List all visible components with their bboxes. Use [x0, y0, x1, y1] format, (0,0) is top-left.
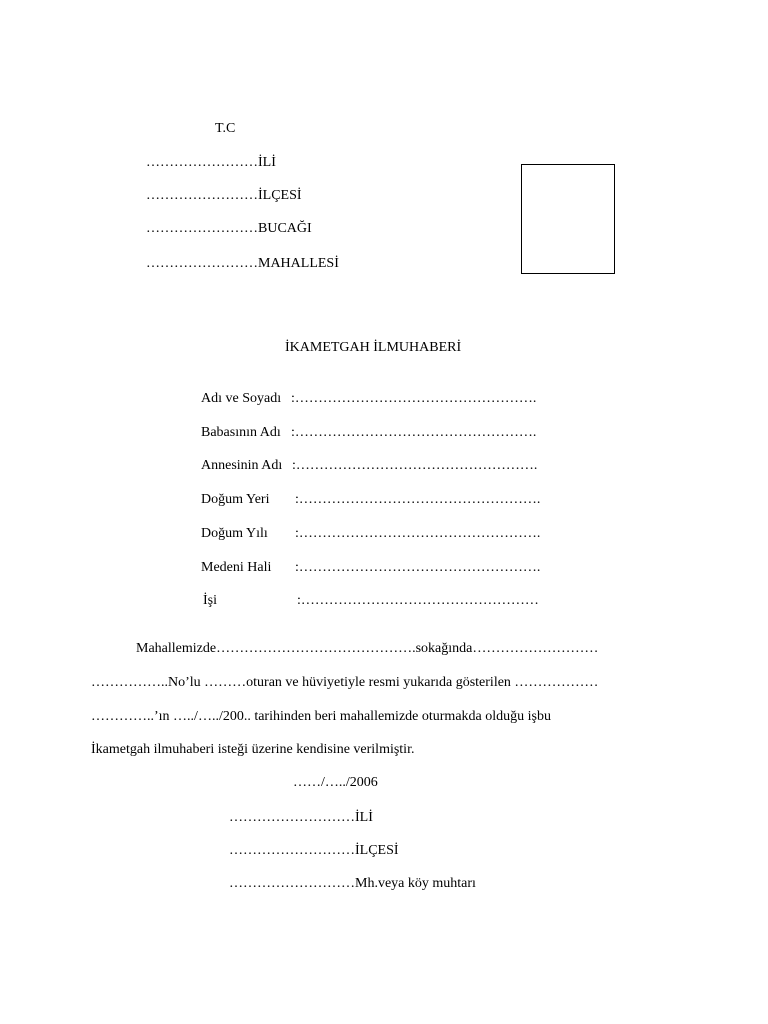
- body-line-4: İkametgah ilmuhaberi isteği üzerine kendisine verilmiştir.: [91, 742, 415, 757]
- field-label: Doğum Yılı: [201, 526, 268, 541]
- signature-il-line: ………………………İLİ: [229, 810, 373, 825]
- field-label: Annesinin Adı: [201, 458, 283, 473]
- field-label: İşi: [203, 593, 217, 608]
- photo-box: [521, 164, 615, 274]
- field-label: Medeni Hali: [201, 560, 272, 575]
- tc-label: T.C: [215, 121, 236, 136]
- field-value: :…………………………………………….: [295, 526, 541, 541]
- field-value: :…………………………………………….: [292, 458, 538, 473]
- ilce-line: ……………………İLÇESİ: [146, 188, 302, 203]
- date-line: ……/…../2006: [293, 775, 378, 790]
- mahalle-line: ……………………MAHALLESİ: [146, 256, 339, 271]
- signature-ilce-line: ………………………İLÇESİ: [229, 843, 399, 858]
- bucak-line: ……………………BUCAĞI: [146, 221, 312, 236]
- field-label: Adı ve Soyadı: [201, 391, 282, 406]
- signature-muhtar-line: ………………………Mh.veya köy muhtarı: [229, 876, 476, 891]
- il-line: ……………………İLİ: [146, 155, 276, 170]
- field-label: Doğum Yeri: [201, 492, 270, 507]
- body-line-1: Mahallemizde…………………………………….sokağında………………………: [136, 641, 599, 656]
- field-value: :…………………………………………….: [295, 492, 541, 507]
- field-value: :…………………………………………….: [291, 391, 537, 406]
- document-title: İKAMETGAH İLMUHABERİ: [285, 340, 462, 355]
- body-line-3: …………..’ın …../…../200.. tarihinden beri mahallemizde oturmakda olduğu işbu: [91, 709, 551, 724]
- field-label: Babasının Adı: [201, 425, 281, 440]
- field-value: :…………………………………………….: [291, 425, 537, 440]
- body-line-2: ……………..No’lu ………oturan ve hüviyetiyle resmi yukarıda gösterilen ………………: [91, 675, 599, 690]
- field-value: :…………………………………………….: [295, 560, 541, 575]
- field-value: :……………………………………………: [297, 593, 539, 608]
